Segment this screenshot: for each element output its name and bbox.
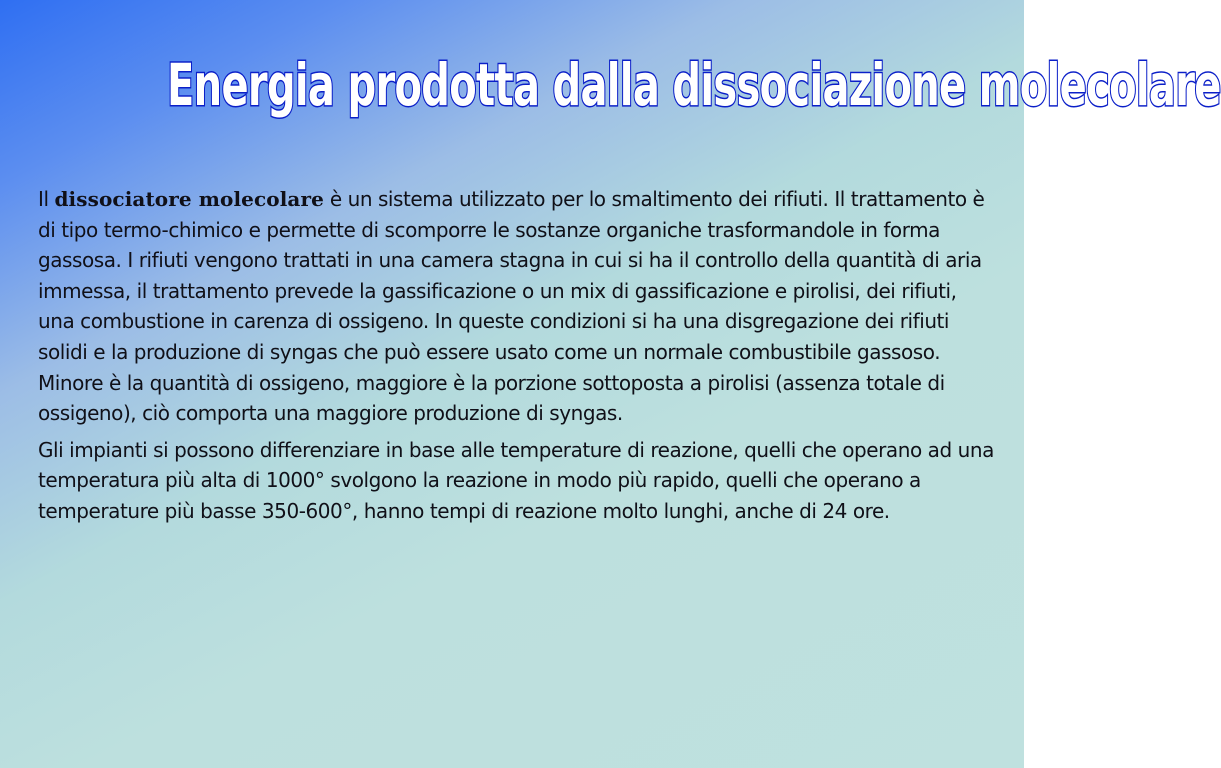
emphasis-term: dissociatore molecolare bbox=[54, 187, 324, 211]
slide-body bbox=[38, 184, 998, 533]
paragraph-1 bbox=[38, 184, 998, 429]
paragraph-2: Gli impianti si possono differenziare in base alle temperature di reazione, quelli che operano ad una temperatura più alta di 1000° svolgono la reazione in modo più rapido, quelli che operano a temperature più basse 350-600°, hanno tempi di reazione molto lunghi, anche di 24 ore. bbox=[38, 437, 994, 523]
slide-title: Energia prodotta dalla dissociazione molecolare bbox=[167, 51, 1221, 119]
paragraph-1-text: è un sistema utilizzato per lo smaltimento dei rifiuti. Il trattamento è di tipo termo-chimico e permette di scomporre le sostanze organiche trasformandole in forma gassosa. I rifiuti vengono trattati in una camera stagna in cui si ha il controllo della quantità di aria immessa, il trattamento prevede la gassificazione o un mix di gassificazione e pirolisi, dei rifiuti, una combustione in carenza di ossigeno. In queste condizioni si ha una disgregazione dei rifiuti solidi e la produzione di syngas che può essere usato come un normale combustibile gassoso. Minore è la quantità di ossigeno, maggiore è la porzione sottoposta a pirolisi (assenza totale di ossigeno), ciò comporta una maggiore produzione di syngas. bbox=[38, 187, 985, 426]
paragraph-1-prefix: Il bbox=[38, 187, 55, 211]
